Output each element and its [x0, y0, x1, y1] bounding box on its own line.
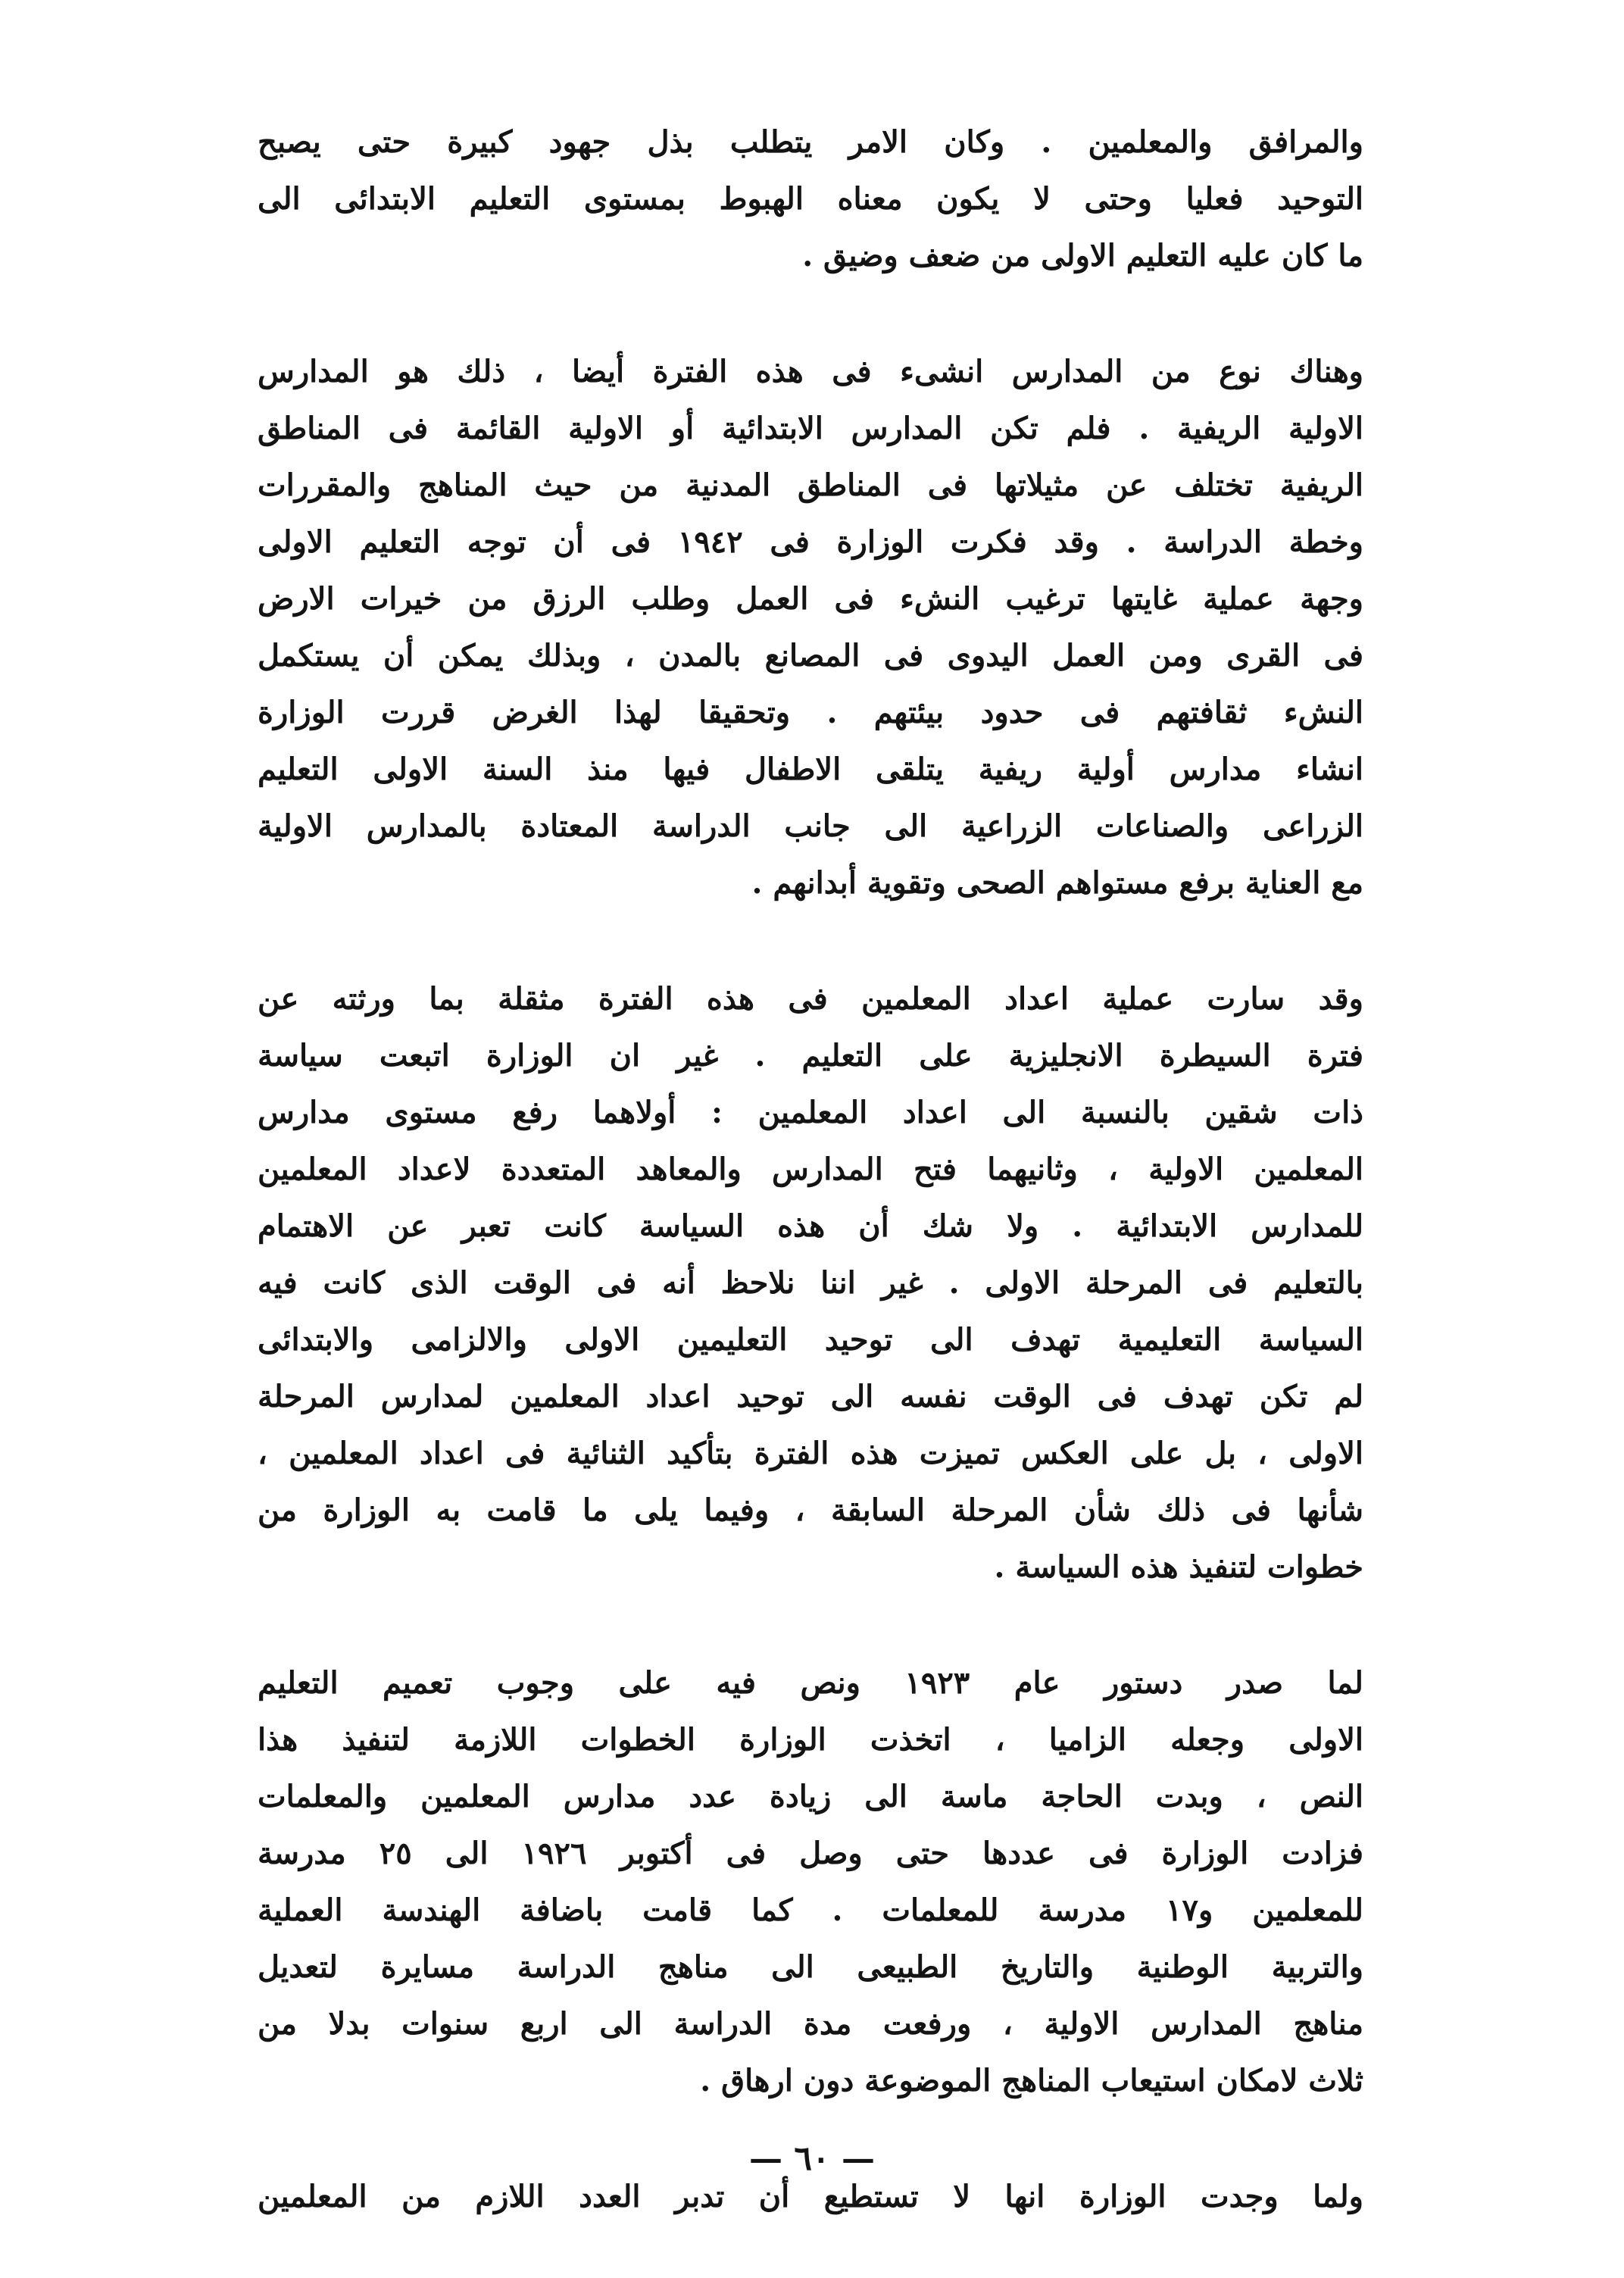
- text-line: الريفية تختلف عن مثيلاتها فى المناطق المدنية من حيث المناهج والمقررات: [258, 467, 1363, 503]
- body-text: [258, 114, 1363, 2225]
- text-line: لم تكن تهدف فى الوقت نفسه الى توحيد اعداد المعلمين لمدارس المرحلة: [258, 1379, 1364, 1414]
- text-line: وخطة الدراسة . وقد فكرت الوزارة فى ١٩٤٢ فى أن توجه التعليم الاولى: [258, 524, 1363, 560]
- text-line: الزراعى والصناعات الزراعية الى جانب الدراسة المعتادة بالمدارس الاولية: [258, 808, 1363, 844]
- text-line: وهناك نوع من المدارس انشىء فى هذه الفترة أيضا ، ذلك هو المدارس: [258, 354, 1363, 389]
- paragraph-3: [258, 970, 1363, 1595]
- page-number: — ٦٠ —: [749, 2139, 875, 2178]
- text-line: التوحيد فعليا وحتى لا يكون معناه الهبوط بمستوى التعليم الابتدائى الى: [258, 181, 1363, 217]
- text-line: الاولية الريفية . فلم تكن المدارس الابتدائية أو الاولية القائمة فى المناطق: [258, 411, 1363, 446]
- text-line: والتربية الوطنية والتاريخ الطبيعى الى مناهج الدراسة مسايرة لتعديل: [258, 1949, 1363, 1985]
- text-line: للمدارس الابتدائية . ولا شك أن هذه السياسة كانت تعبر عن الاهتمام: [258, 1208, 1363, 1244]
- text-line: خطوات لتنفيذ هذه السياسة .: [994, 1549, 1363, 1585]
- text-line: النشء ثقافتهم فى حدود بيئتهم . وتحقيقا لهذا الغرض قررت الوزارة: [258, 695, 1363, 730]
- text-line: وجهة عملية غايتها ترغيب النشء فى العمل وطلب الرزق من خيرات الارض: [258, 581, 1363, 617]
- text-line: النص ، وبدت الحاجة ماسة الى زيادة عدد مدارس المعلمين والمعلمات: [258, 1779, 1363, 1814]
- text-line: لما صدر دستور عام ١٩٢٣ ونص فيه على وجوب تعميم التعليم: [258, 1665, 1363, 1701]
- text-line: ثلاث لامكان استيعاب المناهج الموضوعة دون ارهاق .: [700, 2063, 1363, 2098]
- paragraph-4: [258, 1655, 1363, 2109]
- text-line: الاولى وجعله الزاميا ، اتخذت الوزارة الخطوات اللازمة لتنفيذ هذا: [258, 1722, 1363, 1758]
- text-line: فترة السيطرة الانجليزية على التعليم . غير ان الوزارة اتبعت سياسة: [258, 1038, 1363, 1073]
- text-line: بالتعليم فى المرحلة الاولى . غير اننا نلاحظ أنه فى الوقت الذى كانت فيه: [258, 1265, 1363, 1301]
- text-line: ذات شقين بالنسبة الى اعداد المعلمين : أولاهما رفع مستوى مدارس: [258, 1095, 1363, 1130]
- text-line: وقد سارت عملية اعداد المعلمين فى هذه الفترة مثقلة بما ورثته عن: [258, 981, 1363, 1017]
- text-line: مع العناية برفع مستواهم الصحى وتقوية أبدانهم .: [751, 865, 1363, 901]
- text-line: فزادت الوزارة فى عددها حتى وصل فى أكتوبر ١٩٢٦ الى ٢٥ مدرسة: [258, 1836, 1364, 1871]
- text-line: السياسة التعليمية تهدف الى توحيد التعليمين الاولى والالزامى والابتدائى: [258, 1322, 1363, 1358]
- text-line: الاولى ، بل على العكس تميزت هذه الفترة بتأكيد الثنائية فى اعداد المعلمين ،: [258, 1436, 1363, 1471]
- text-line: ولما وجدت الوزارة انها لا تستطيع أن تدبر العدد اللازم من المعلمين: [258, 2179, 1363, 2214]
- paragraph-1: [258, 114, 1363, 284]
- text-line: المعلمين الاولية ، وثانيهما فتح المدارس والمعاهد المتعددة لاعداد المعلمين: [258, 1151, 1363, 1187]
- text-line: والمرافق والمعلمين . وكان الامر يتطلب بذل جهود كبيرة حتى يصبح: [258, 124, 1363, 160]
- text-line: للمعلمين و١٧ مدرسة للمعلمات . كما قامت باضافة الهندسة العملية: [258, 1892, 1363, 1928]
- text-line: ما كان عليه التعليم الاولى من ضعف وضيق .: [802, 238, 1363, 273]
- text-line: فى القرى ومن العمل اليدوى فى المصانع بالمدن ، وبذلك يمكن أن يستكمل: [258, 638, 1363, 673]
- text-line: شأنها فى ذلك شأن المرحلة السابقة ، وفيما يلى ما قامت به الوزارة من: [258, 1492, 1363, 1528]
- text-line: مناهج المدارس الاولية ، ورفعت مدة الدراسة الى اربع سنوات بدلا من: [258, 2006, 1363, 2042]
- text-line: انشاء مدارس أولية ريفية يتلقى الاطفال فيها منذ السنة الاولى التعليم: [258, 752, 1363, 787]
- paragraph-2: [258, 343, 1363, 911]
